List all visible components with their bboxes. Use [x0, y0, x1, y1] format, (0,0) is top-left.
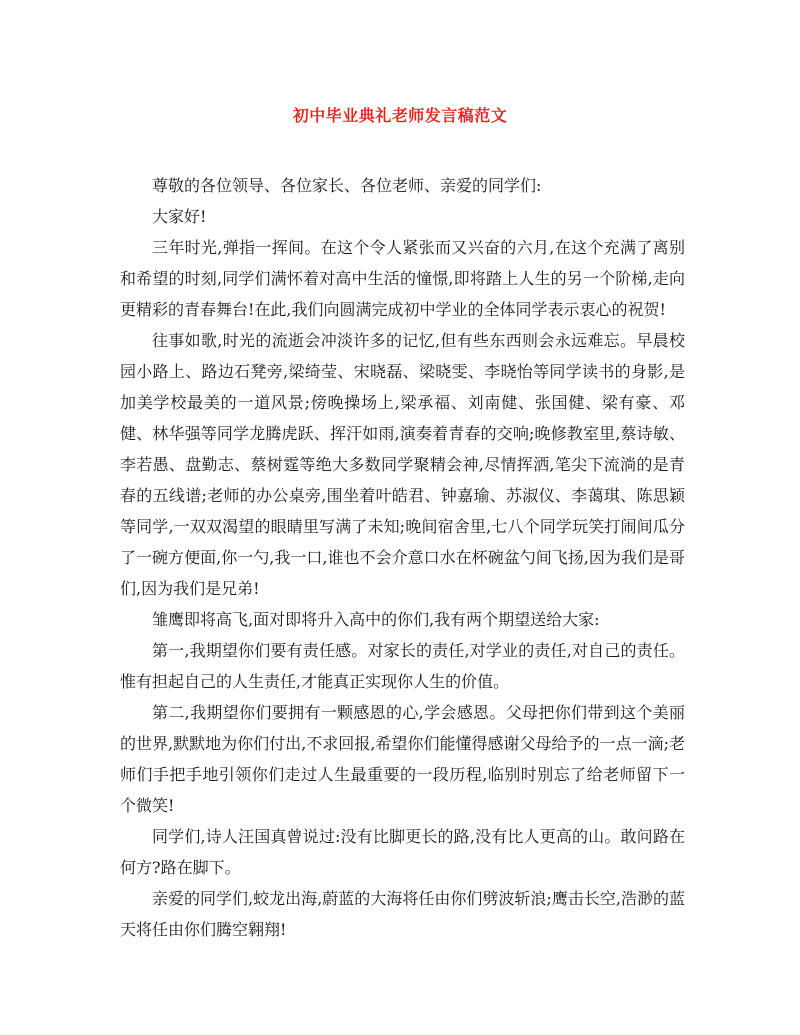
paragraph-salutation: 尊敬的各位领导、各位家长、各位老师、亲爱的同学们: [152, 176, 542, 195]
paragraph: 三年时光,弹指一挥间。在这个令人紧张而又兴奋的六月,在这个充满了离别和希望的时刻,同学们满怀着对高中生活的憧憬,即将踏上人生的另一个阶梯,走向更精彩的青春舞台!在此,我们向圆满完成初中学业的全体同学表示衷心的祝贺! [120, 238, 685, 319]
paragraph: 雏鹰即将高飞,面对即将升入高中的你们,我有两个期望送给大家: [152, 610, 600, 629]
paragraph-closing: 亲爱的同学们,蛟龙出海,蔚蓝的大海将任由你们劈波斩浪;鹰击长空,浩渺的蓝天将任由你们腾空翱翔! [120, 889, 685, 939]
paragraph-greeting: 大家好! [152, 207, 207, 226]
paragraph: 第二,我期望你们要拥有一颗感恩的心,学会感恩。父母把你们带到这个美丽的世界,默默地为你们付出,不求回报,希望你们能懂得感谢父母给予的一点一滴;老师们手把手地引领你们走过人生最重要的一段历程,临别时别忘了给老师留下一个微笑! [120, 703, 685, 815]
paragraph: 同学们,诗人汪国真曾说过:没有比脚更长的路,没有比人更高的山。敢问路在何方?路在脚下。 [120, 827, 685, 877]
paragraph: 往事如歌,时光的流逝会冲淡许多的记忆,但有些东西则会永远难忘。早晨校园小路上、路边石凳旁,梁绮莹、宋晓磊、梁晓雯、李晓怡等同学读书的身影,是加美学校最美的一道风景;傍晚操场上,梁承福、刘南健、张国健、梁有豪、邓健、林华强等同学龙腾虎跃、挥汗如雨,演奏着青春的交响;晚修教室里,蔡诗敏、李若愚、盘勤志、蔡树霆等绝大多数同学聚精会神,尽情挥洒,笔尖下流淌的是青春的五线谱;老师的办公桌旁,围坐着叶皓君、钟嘉瑜、苏淑仪、李蔼琪、陈思颖等同学,一双双渴望的眼睛里写满了未知;晚间宿舍里,七八个同学玩笑打闹间瓜分了一碗方便面,你一勺,我一口,谁也不会介意口水在杯碗盆勺间飞扬,因为我们是哥们,因为我们是兄弟! [120, 331, 685, 598]
document-body [120, 170, 685, 945]
document-title: 初中毕业典礼老师发言稿范文 [292, 106, 508, 125]
paragraph: 第一,我期望你们要有责任感。对家长的责任,对学业的责任,对自己的责任。惟有担起自己的人生责任,才能真正实现你人生的价值。 [120, 641, 685, 691]
